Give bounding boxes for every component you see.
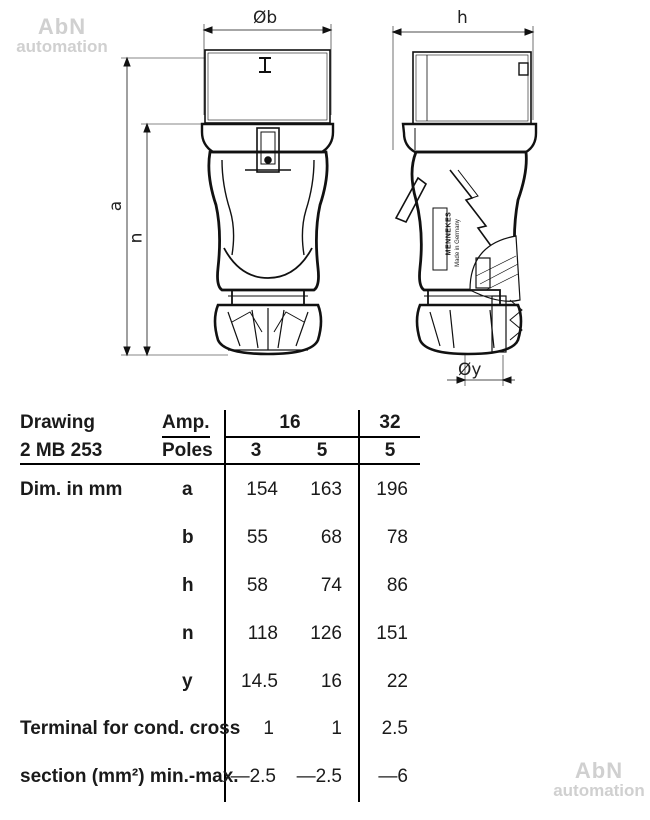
row-b-val-1: 55	[246, 527, 268, 548]
amp-16-header: 16	[279, 412, 301, 433]
dimension-h-label: h	[457, 8, 468, 28]
poles-5-32-header: 5	[384, 440, 396, 461]
plug-front-view	[202, 50, 333, 354]
drawing-code: 2 MB 253	[20, 440, 103, 461]
row-h-val-2: 74	[320, 575, 342, 596]
amp-32-header: 32	[379, 412, 401, 433]
brand-marking: MENNEKES	[445, 211, 453, 256]
terminal-max-2: —2.5	[296, 766, 342, 787]
poles-5-header: 5	[316, 440, 328, 461]
row-y-val-1: 14.5	[241, 671, 278, 692]
row-h-val-1: 58	[246, 575, 268, 596]
row-y-val-3: 22	[386, 671, 408, 692]
row-b-val-3: 78	[386, 527, 408, 548]
dimension-b-label: Øb	[253, 8, 278, 28]
row-b-val-2: 68	[320, 527, 342, 548]
terminal-max-1: —2.5	[230, 766, 276, 787]
row-n-val-3: 151	[376, 623, 408, 644]
watermark-line2-bottom: automation	[553, 781, 645, 800]
dimension-y-label: Øy	[458, 360, 482, 380]
row-a-val-1: 154	[246, 479, 278, 500]
row-y-val-2: 16	[320, 671, 342, 692]
amp-16-underline	[224, 436, 358, 438]
made-in-marking: Made in Germany	[454, 219, 461, 267]
row-n-dim: n	[182, 623, 194, 644]
amp-32-underline	[358, 436, 420, 438]
dim-label: Dim. in mm	[20, 479, 123, 500]
watermark-line1: AbN	[37, 14, 87, 39]
terminal-min-3: 2.5	[381, 718, 408, 739]
row-h-val-3: 86	[386, 575, 408, 596]
terminal-min-2: 1	[331, 718, 342, 739]
column-divider-right	[358, 410, 360, 802]
row-n-val-2: 126	[310, 623, 342, 644]
poles-label: Poles	[162, 440, 213, 461]
dimension-a-label: a	[106, 200, 127, 212]
terminal-min-1: 1	[263, 718, 274, 739]
row-h-dim: h	[182, 575, 194, 596]
plug-side-view	[396, 52, 536, 354]
terminal-label-line2: section (mm²) min.-max.	[20, 766, 239, 787]
terminal-label-line1: Terminal for cond. cross	[20, 718, 241, 739]
row-y-dim: y	[182, 671, 193, 692]
amp-underline	[162, 436, 210, 438]
amp-label: Amp.	[162, 412, 210, 433]
row-b-dim: b	[182, 527, 194, 548]
poles-3-header: 3	[250, 440, 262, 461]
row-a-dim: a	[182, 479, 193, 500]
dimension-n-line	[141, 124, 205, 355]
plug-technical-drawing	[0, 0, 650, 395]
row-a-val-3: 196	[376, 479, 408, 500]
watermark-logo-bottom	[547, 760, 650, 799]
terminal-max-3: —6	[378, 766, 408, 787]
watermark-line1-bottom: AbN	[574, 758, 624, 783]
header-underline	[20, 463, 420, 465]
row-n-val-1: 118	[247, 623, 278, 644]
row-a-val-2: 163	[310, 479, 342, 500]
column-divider-left	[224, 410, 226, 802]
dimension-n-label: n	[126, 232, 147, 244]
drawing-label: Drawing	[20, 412, 95, 433]
watermark-line2: automation	[16, 37, 108, 56]
